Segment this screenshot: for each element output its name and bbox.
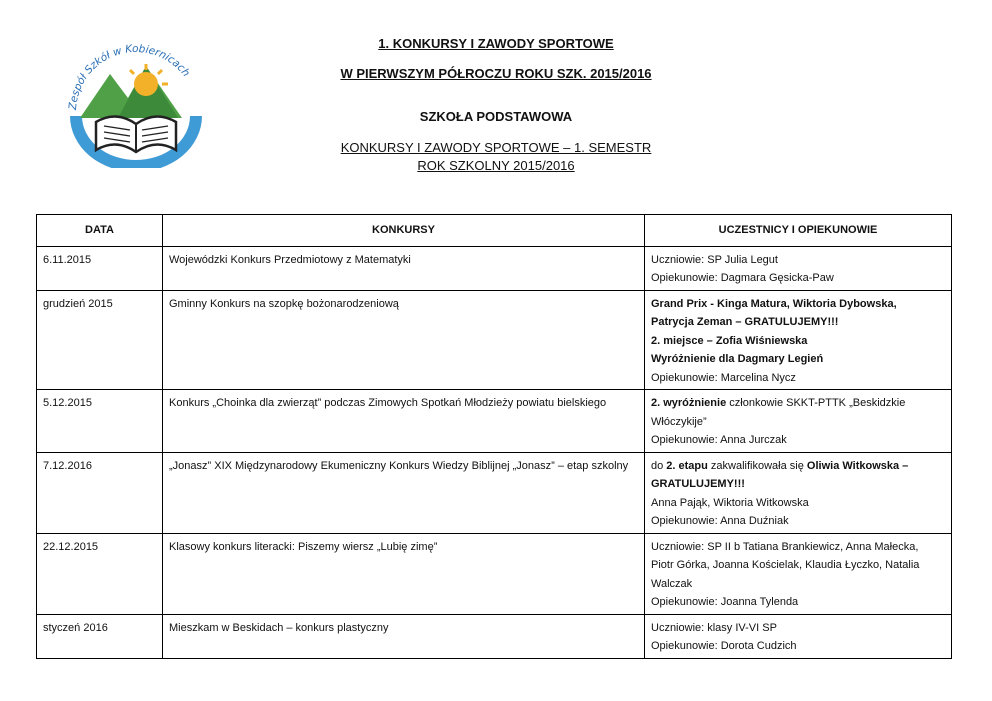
cell-participants	[645, 614, 952, 658]
caretakers-line: Opiekunowie: Marcelina Nycz	[651, 371, 796, 384]
award-line: Grand Prix - Kinga Matura, Wiktoria Dybowska,	[651, 297, 897, 310]
cell-contest: Wojewódzki Konkurs Przedmiotowy z Matematyki	[163, 246, 645, 290]
header-konkursy: KONKURSY	[163, 215, 645, 247]
table-row	[37, 390, 952, 453]
cell-participants	[645, 290, 952, 390]
table-row	[37, 614, 952, 658]
award-text: do	[651, 459, 667, 472]
subheading-line-2: ROK SZKOLNY 2015/2016	[417, 158, 575, 173]
participants-line: Uczniowie: SP Julia Legut	[651, 253, 778, 266]
participants-line: Walczak	[651, 577, 693, 590]
participants-line: Uczniowie: SP II b Tatiana Brankiewicz, Anna Małecka,	[651, 540, 919, 553]
table-row	[37, 452, 952, 533]
cell-contest: „Jonasz” XIX Międzynarodowy Ekumeniczny Konkurs Wiedzy Biblijnej „Jonasz” – etap szkolny	[163, 452, 645, 533]
cell-date: grudzień 2015	[37, 290, 163, 390]
subheading	[300, 139, 692, 175]
award-line: GRATULUJEMY!!!	[651, 478, 745, 490]
participants-line: Anna Pająk, Wiktoria Witkowska	[651, 496, 809, 509]
award-line	[651, 457, 945, 476]
table-row	[37, 290, 952, 390]
cell-contest: Gminny Konkurs na szopkę bożonarodzeniową	[163, 290, 645, 390]
award-text: zakwalifikowała się	[707, 459, 807, 472]
cell-participants	[645, 390, 952, 453]
school-logo	[58, 40, 214, 168]
cell-date: 22.12.2015	[37, 533, 163, 614]
award-bold: Oliwia Witkowska –	[806, 459, 909, 472]
header-data: DATA	[37, 215, 163, 247]
award-bold: 2. wyróżnienie	[651, 397, 727, 409]
cell-date: 6.11.2015	[37, 246, 163, 290]
cell-date: 7.12.2016	[37, 452, 163, 533]
cell-date: styczeń 2016	[37, 614, 163, 658]
table-row	[37, 533, 952, 614]
table-row	[37, 246, 952, 290]
caretakers-line: Opiekunowie: Dagmara Gęsicka-Paw	[651, 272, 834, 284]
table-header-row	[37, 215, 952, 247]
award-line: Patrycja Zeman – GRATULUJEMY!!!	[651, 316, 839, 328]
participants-line: Piotr Górka, Joanna Kościelak, Klaudia Łyczko, Natalia	[651, 559, 920, 571]
cell-date: 5.12.2015	[37, 390, 163, 453]
participants-line: Włóczykije”	[651, 415, 707, 428]
caretakers-line: Opiekunowie: Joanna Tylenda	[651, 596, 799, 608]
award-bold: 2. etapu	[666, 459, 708, 472]
logo-text: Zespół Szkół w Kobiernicach	[66, 42, 193, 111]
caretakers-line: Opiekunowie: Anna Duźniak	[651, 515, 789, 527]
caretakers-line: Opiekunowie: Dorota Cudzich	[651, 640, 797, 652]
caretakers-line: Opiekunowie: Anna Jurczak	[651, 434, 787, 446]
school-name: SZKOŁA PODSTAWOWA	[419, 109, 573, 124]
participants-line: Uczniowie: klasy IV-VI SP	[651, 621, 777, 634]
heading-line-2: W PIERWSZYM PÓŁROCZU ROKU SZK. 2015/2016	[340, 66, 652, 81]
cell-contest: Mieszkam w Beskidach – konkurs plastyczny	[163, 614, 645, 658]
contests-table	[36, 214, 952, 659]
cell-participants	[645, 246, 952, 290]
cell-participants	[645, 452, 952, 533]
header-uczestnicy: UCZESTNICY I OPIEKUNOWIE	[645, 215, 952, 247]
cell-contest: Klasowy konkurs literacki: Piszemy wiersz „Lubię zimę”	[163, 533, 645, 614]
award-line: Wyróżnienie dla Dagmary Legień	[651, 353, 824, 365]
cell-participants	[645, 533, 952, 614]
award-text: członkowie SKKT-PTTK „Beskidzkie	[726, 397, 906, 409]
heading-line-1: 1. KONKURSY I ZAWODY SPORTOWE	[378, 36, 614, 51]
award-line	[651, 394, 945, 413]
subheading-line-1: KONKURSY I ZAWODY SPORTOWE – 1. SEMESTR	[340, 140, 652, 155]
award-line: 2. miejsce – Zofia Wiśniewska	[651, 334, 808, 347]
cell-contest: Konkurs „Choinka dla zwierząt” podczas Zimowych Spotkań Młodzieży powiatu bielskiego	[163, 390, 645, 453]
